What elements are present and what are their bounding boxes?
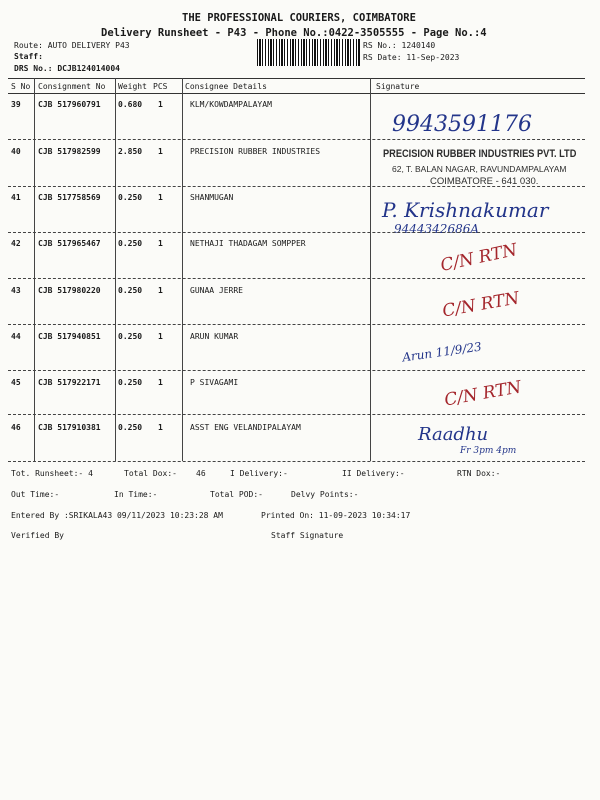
row-sno: 44 — [11, 332, 21, 341]
table-header-border — [8, 93, 585, 94]
row-pcs: 1 — [158, 378, 163, 387]
row-consignment: CJB 517940851 — [38, 332, 101, 341]
row-consignee: PRECISION RUBBER INDUSTRIES — [190, 147, 321, 156]
company-title: THE PROFESSIONAL COURIERS, COIMBATORE — [182, 12, 416, 24]
barcode — [257, 39, 360, 66]
row-pcs: 1 — [158, 423, 163, 432]
row-weight: 2.850 — [118, 147, 143, 156]
row-pcs: 1 — [158, 286, 163, 295]
row-divider — [8, 324, 585, 325]
row-consignee: KLM/KOWDAMPALAYAM — [190, 100, 272, 109]
row-divider — [8, 232, 585, 233]
row-weight: 0.250 — [118, 378, 143, 387]
row-sno: 40 — [11, 147, 21, 156]
delvy-points: Delvy Points:- — [291, 490, 359, 499]
rs-number: RS No.: 1240140 — [363, 41, 436, 50]
signature-45: C/N RTN — [442, 377, 523, 411]
table-top-border — [8, 78, 585, 79]
col-divider — [370, 78, 371, 461]
signature-41-phone: 9444342686A — [394, 222, 480, 236]
rs-date: RS Date: 11-Sep-2023 — [363, 53, 460, 62]
row-consignee: P SIVAGAMI — [190, 378, 239, 387]
row-weight: 0.250 — [118, 332, 143, 341]
col-divider — [115, 78, 116, 461]
signature-46-time: Fr 3pm 4pm — [460, 446, 517, 456]
drs-number: DRS No.: DCJB124014004 — [14, 64, 120, 73]
route-label: Route: AUTO DELIVERY P43 — [14, 41, 130, 50]
row-sno: 42 — [11, 239, 21, 248]
row-consignee: ASST ENG VELANDIPALAYAM — [190, 423, 301, 432]
row-sno: 43 — [11, 286, 21, 295]
row-consignee: NETHAJI THADAGAM SOMPPER — [190, 239, 306, 248]
stamp-line-3: COIMBATORE - 641 030. — [430, 176, 539, 187]
printed-on: Printed On: 11-09-2023 10:34:17 — [261, 511, 411, 520]
verified-by: Verified By — [11, 531, 64, 540]
row-divider — [8, 414, 585, 415]
col-divider — [182, 78, 183, 461]
col-header-pcs: PCS — [153, 82, 168, 91]
col-header-sno: S No — [11, 82, 31, 91]
row-sno: 41 — [11, 193, 21, 202]
out-time: Out Time:- — [11, 490, 60, 499]
row-pcs: 1 — [158, 100, 163, 109]
signature-44: Arun 11/9/23 — [401, 339, 483, 365]
staff-signature: Staff Signature — [271, 531, 344, 540]
row-consignment: CJB 517960791 — [38, 100, 101, 109]
runsheet-subtitle: Delivery Runsheet - P43 - Phone No.:0422-3505555 - Page No.:4 — [101, 27, 487, 39]
signature-43: C/N RTN — [440, 288, 521, 322]
row-sno: 39 — [11, 100, 21, 109]
row-weight: 0.250 — [118, 423, 143, 432]
row-weight: 0.250 — [118, 286, 143, 295]
row-weight: 0.250 — [118, 193, 143, 202]
row-sno: 46 — [11, 423, 21, 432]
i-delivery: I Delivery:- — [230, 469, 288, 478]
col-header-consignee: Consignee Details — [185, 82, 267, 91]
row-divider — [8, 461, 585, 462]
row-consignment: CJB 517980220 — [38, 286, 101, 295]
total-dox-value: 46 — [196, 469, 206, 478]
total-dox-label: Total Dox:- — [124, 469, 177, 478]
row-consignee: SHANMUGAN — [190, 193, 234, 202]
row-consignment: CJB 517922171 — [38, 378, 101, 387]
row-consignment: CJB 517910381 — [38, 423, 101, 432]
row-divider — [8, 139, 585, 140]
entered-by: Entered By :SRIKALA43 09/11/2023 10:23:28 AM — [11, 511, 223, 520]
ii-delivery: II Delivery:- — [342, 469, 405, 478]
col-divider — [34, 78, 35, 461]
row-pcs: 1 — [158, 193, 163, 202]
signature-42: C/N RTN — [438, 240, 519, 276]
signature-46-name: Raadhu — [418, 424, 489, 445]
row-divider — [8, 186, 585, 187]
col-header-consignment: Consignment No — [38, 82, 106, 91]
staff-label: Staff: — [14, 52, 43, 61]
row-sno: 45 — [11, 378, 21, 387]
in-time: In Time:- — [114, 490, 158, 499]
signature-41-name: P. Krishnakumar — [382, 198, 549, 222]
row-consignment: CJB 517965467 — [38, 239, 101, 248]
signature-39: 9943591176 — [392, 112, 532, 137]
row-pcs: 1 — [158, 332, 163, 341]
row-pcs: 1 — [158, 239, 163, 248]
row-divider — [8, 278, 585, 279]
row-consignment: CJB 517758569 — [38, 193, 101, 202]
stamp-line-2: 62, T. BALAN NAGAR, RAVUNDAMPALAYAM — [392, 164, 567, 174]
row-weight: 0.250 — [118, 239, 143, 248]
tot-runsheet: Tot. Runsheet:- 4 — [11, 469, 93, 478]
row-divider — [8, 370, 585, 371]
row-consignment: CJB 517982599 — [38, 147, 101, 156]
row-weight: 0.680 — [118, 100, 143, 109]
stamp-line-1: PRECISION RUBBER INDUSTRIES PVT. LTD — [383, 148, 577, 160]
col-header-signature: Signature — [376, 82, 420, 91]
col-header-weight: Weight — [118, 82, 147, 91]
row-consignee: GUNAA JERRE — [190, 286, 243, 295]
row-pcs: 1 — [158, 147, 163, 156]
total-pod: Total POD:- — [210, 490, 263, 499]
row-consignee: ARUN KUMAR — [190, 332, 239, 341]
rtn-dox: RTN Dox:- — [457, 469, 501, 478]
